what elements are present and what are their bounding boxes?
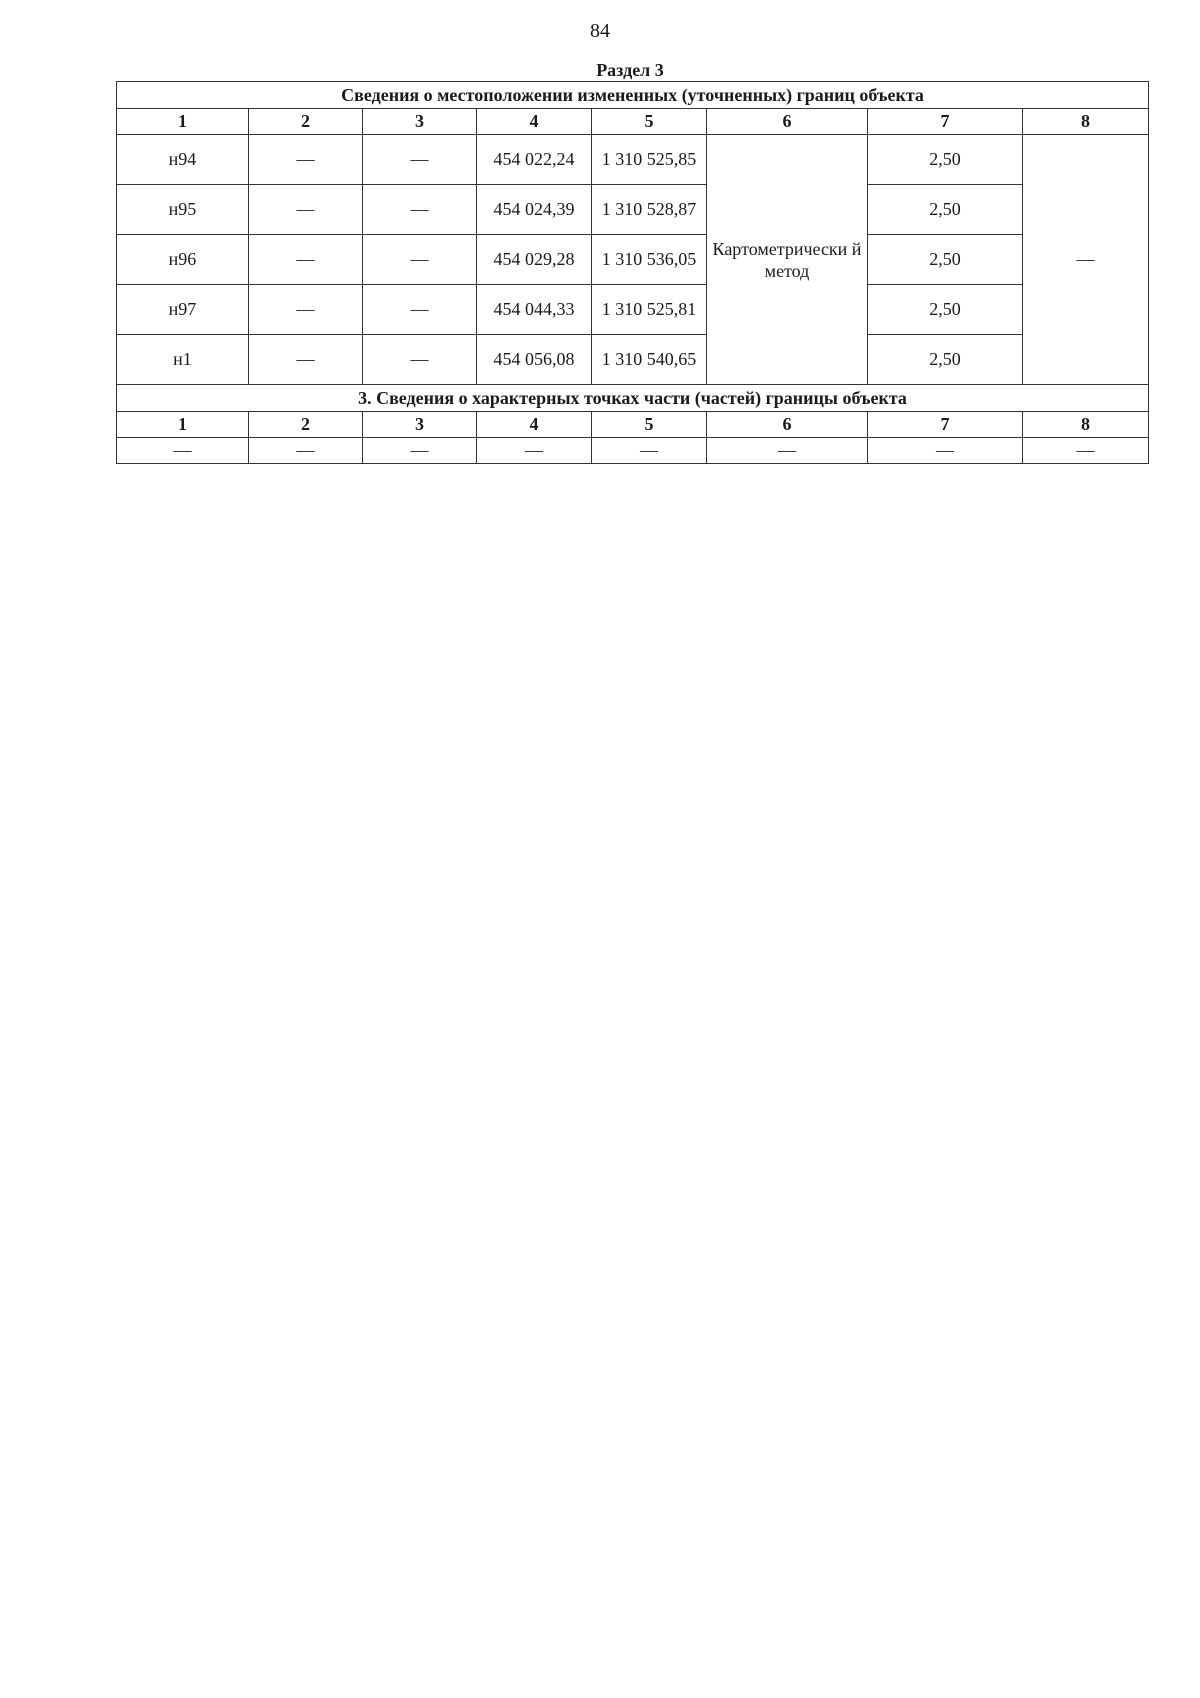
accuracy-cell: 2,50: [868, 185, 1023, 235]
section-title: Раздел 3: [596, 60, 664, 80]
table-cell: —: [363, 438, 477, 464]
column-header: 2: [249, 412, 363, 438]
y-coordinate-cell: 1 310 536,05: [592, 235, 707, 285]
column-header: 6: [707, 412, 868, 438]
table2-caption: 3. Сведения о характерных точках части (частей) границы объекта: [117, 385, 1149, 412]
table-cell: —: [477, 438, 592, 464]
point-name-cell: н95: [117, 185, 249, 235]
table-cell: —: [249, 135, 363, 185]
x-coordinate-cell: 454 056,08: [477, 335, 592, 385]
accuracy-cell: 2,50: [868, 285, 1023, 335]
y-coordinate-cell: 1 310 528,87: [592, 185, 707, 235]
table-cell: —: [363, 335, 477, 385]
y-coordinate-cell: 1 310 525,81: [592, 285, 707, 335]
table-cell: —: [1023, 438, 1149, 464]
column-header: 4: [477, 412, 592, 438]
table-cell: —: [363, 135, 477, 185]
point-name-cell: н1: [117, 335, 249, 385]
y-coordinate-cell: 1 310 525,85: [592, 135, 707, 185]
column-header: 8: [1023, 412, 1149, 438]
column-header: 8: [1023, 109, 1149, 135]
table-row: [117, 438, 1149, 464]
column-header: 6: [707, 109, 868, 135]
column-header: 5: [592, 109, 707, 135]
table2-header-row: [117, 412, 1149, 438]
point-name-cell: н96: [117, 235, 249, 285]
x-coordinate-cell: 454 024,39: [477, 185, 592, 235]
x-coordinate-cell: 454 029,28: [477, 235, 592, 285]
table-cell: —: [592, 438, 707, 464]
table1-caption-row: [117, 82, 1149, 109]
accuracy-cell: 2,50: [868, 335, 1023, 385]
column-header: 1: [117, 412, 249, 438]
table-row: [117, 235, 1149, 285]
y-coordinate-cell: 1 310 540,65: [592, 335, 707, 385]
column-8-cell: —: [1023, 135, 1149, 385]
column-header: 7: [868, 109, 1023, 135]
table-cell: —: [117, 438, 249, 464]
table-cell: —: [249, 335, 363, 385]
table2-caption-row: [117, 385, 1149, 412]
table1-header-row: [117, 109, 1149, 135]
accuracy-cell: 2,50: [868, 235, 1023, 285]
table-row: [117, 285, 1149, 335]
column-header: 7: [868, 412, 1023, 438]
column-header: 2: [249, 109, 363, 135]
table-cell: —: [707, 438, 868, 464]
x-coordinate-cell: 454 022,24: [477, 135, 592, 185]
table-cell: —: [249, 438, 363, 464]
column-header: 4: [477, 109, 592, 135]
table-row: [117, 135, 1149, 185]
method-cell: Картометрически й метод: [707, 135, 868, 385]
boundary-table: [116, 81, 1149, 464]
table-row: [117, 335, 1149, 385]
table-cell: —: [249, 185, 363, 235]
table-row: [117, 185, 1149, 235]
page-number: 84: [590, 20, 610, 42]
table-cell: —: [249, 235, 363, 285]
table1-caption: Сведения о местоположении измененных (уточненных) границ объекта: [117, 82, 1149, 109]
column-header: 5: [592, 412, 707, 438]
column-header: 3: [363, 109, 477, 135]
table-cell: —: [249, 285, 363, 335]
table-cell: —: [363, 285, 477, 335]
table-cell: —: [363, 235, 477, 285]
x-coordinate-cell: 454 044,33: [477, 285, 592, 335]
column-header: 1: [117, 109, 249, 135]
table-cell: —: [868, 438, 1023, 464]
table-cell: —: [363, 185, 477, 235]
point-name-cell: н97: [117, 285, 249, 335]
column-header: 3: [363, 412, 477, 438]
point-name-cell: н94: [117, 135, 249, 185]
accuracy-cell: 2,50: [868, 135, 1023, 185]
